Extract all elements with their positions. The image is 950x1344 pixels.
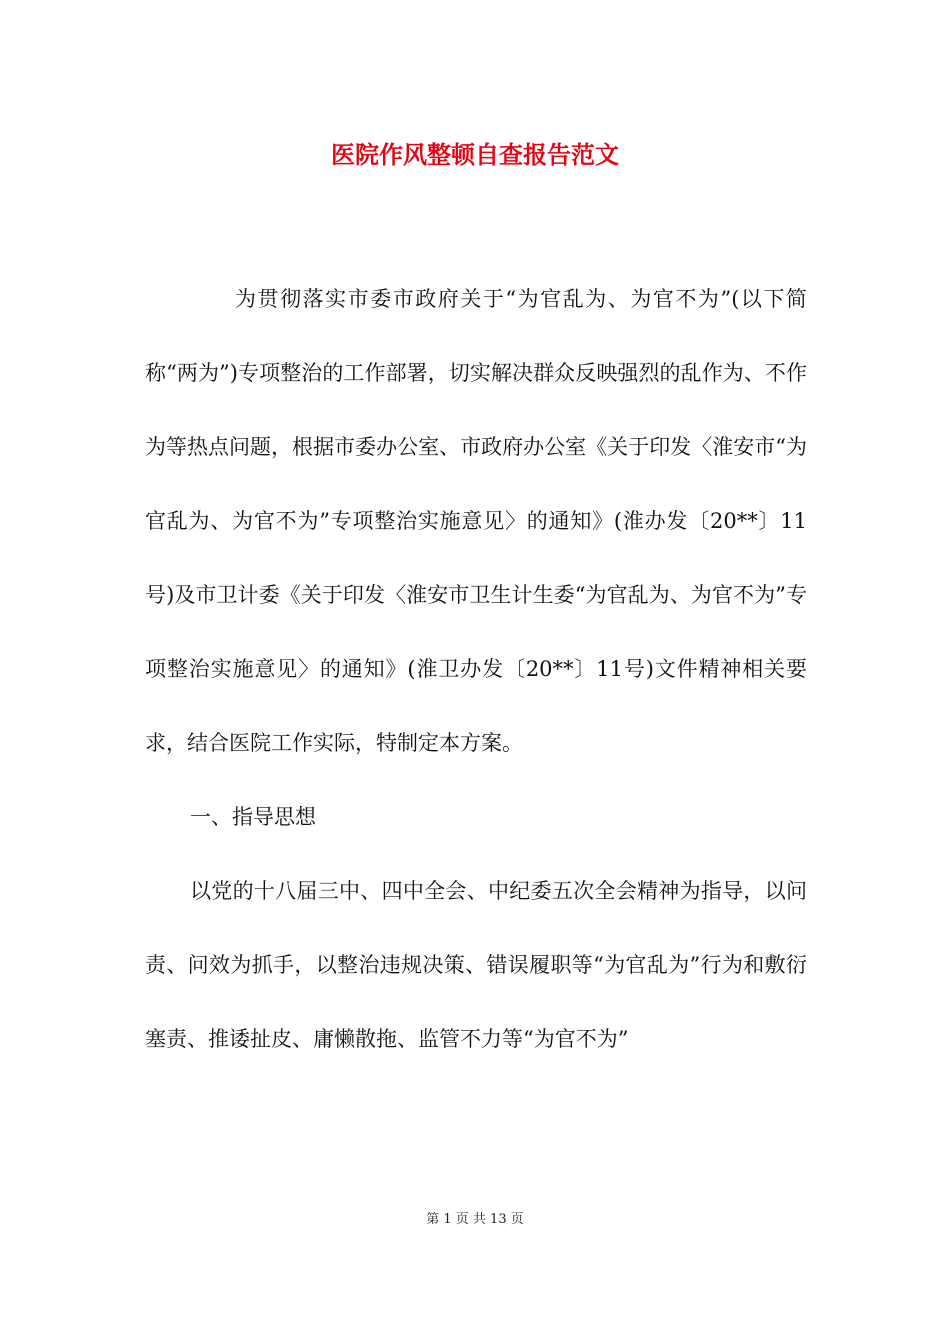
page-number: 第 1 页 共 13 页 (426, 1212, 524, 1227)
document-body (145, 262, 807, 1076)
guiding-ideology-paragraph: 以党的十八届三中、四中全会、中纪委五次全会精神为指导，以问责、问效为抓手，以整治违规决策、错误履职等“为官乱为”行为和敷衍塞责、推诿扯皮、庸懒散拖、监管不力等“为官不为” (145, 879, 807, 1051)
document-title: 医院作风整顿自查报告范文 (331, 140, 619, 169)
intro-paragraph: 为贯彻落实市委市政府关于“为官乱为、为官不为”(以下简称“两为”)专项整治的工作部署，切实解决群众反映强烈的乱作为、不作为等热点问题，根据市委办公室、市政府办公室《关于印发〈淮安市“为官乱为、为官不为”专项整治实施意见〉的通知》(淮办发〔20**〕11号)及市卫计委《关于印发〈淮安市卫生计生委“为官乱为、为官不为”专项整治实施意见〉的通知》(淮卫办发〔20**〕11号)文件精神相关要求，结合医院工作实际，特制定本方案。 (145, 287, 807, 755)
section-heading: 一、指导思想 (190, 805, 316, 829)
